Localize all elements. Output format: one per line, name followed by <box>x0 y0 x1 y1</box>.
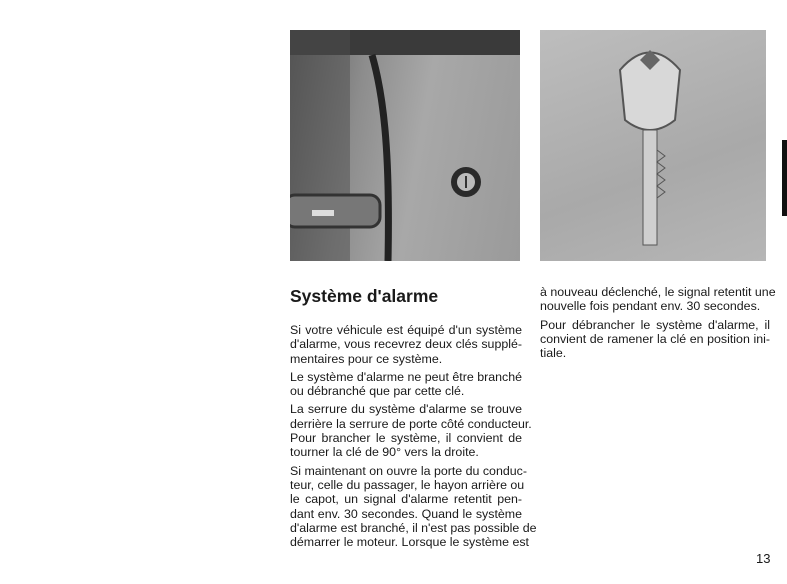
paragraph <box>290 370 522 399</box>
text-line: convient de ramener la clé en position ini- <box>540 331 770 346</box>
text-line: teur, celle du passager, le hayon arrière ou <box>290 477 525 492</box>
text-line: derrière la serrure de porte côté conducteur. <box>290 416 532 431</box>
paragraph <box>290 402 532 460</box>
text-line: tiale. <box>540 346 567 361</box>
car-door-lock-photo <box>290 30 520 261</box>
text-line: d'alarme est branché, il n'est pas possible de <box>290 520 537 535</box>
right-column <box>540 285 776 364</box>
text-line: Pour débrancher le système d'alarme, il <box>540 317 770 332</box>
text-line: Pour brancher le système, il convient de <box>290 431 522 446</box>
paragraph <box>290 323 522 366</box>
text-line: à nouveau déclenché, le signal retentit une <box>540 285 776 299</box>
text-line: Le système d'alarme ne peut être branché <box>290 369 522 384</box>
text-line: ou débranché que par cette clé. <box>290 384 465 399</box>
text-line: Si votre véhicule est équipé d'un système <box>290 323 522 337</box>
chapter-tab-marker <box>782 140 787 216</box>
text-line: nouvelle fois pendant env. 30 secondes. <box>540 299 761 314</box>
key-illustration <box>540 30 766 261</box>
text-line: mentaires pour ce système. <box>290 351 443 366</box>
paragraph <box>540 318 770 361</box>
text-line: La serrure du système d'alarme se trouve <box>290 402 522 417</box>
text-line: démarrer le moteur. Lorsque le système est <box>290 535 529 550</box>
car-door-illustration <box>290 30 520 261</box>
text-line: tourner la clé de 90° vers la droite. <box>290 445 479 460</box>
paragraph <box>540 285 776 314</box>
left-column <box>290 285 537 553</box>
page-number: 13 <box>756 551 771 566</box>
text-line: d'alarme, vous recevrez deux clés supplé- <box>290 337 522 352</box>
text-line: Si maintenant on ouvre la porte du conduc- <box>290 463 527 478</box>
text-line: dant env. 30 secondes. Quand le système <box>290 506 522 521</box>
key-photo <box>540 30 766 261</box>
text-line: le capot, un signal d'alarme retentit pen- <box>290 492 522 507</box>
section-title: Système d'alarme <box>290 286 439 306</box>
paragraph <box>290 463 537 550</box>
